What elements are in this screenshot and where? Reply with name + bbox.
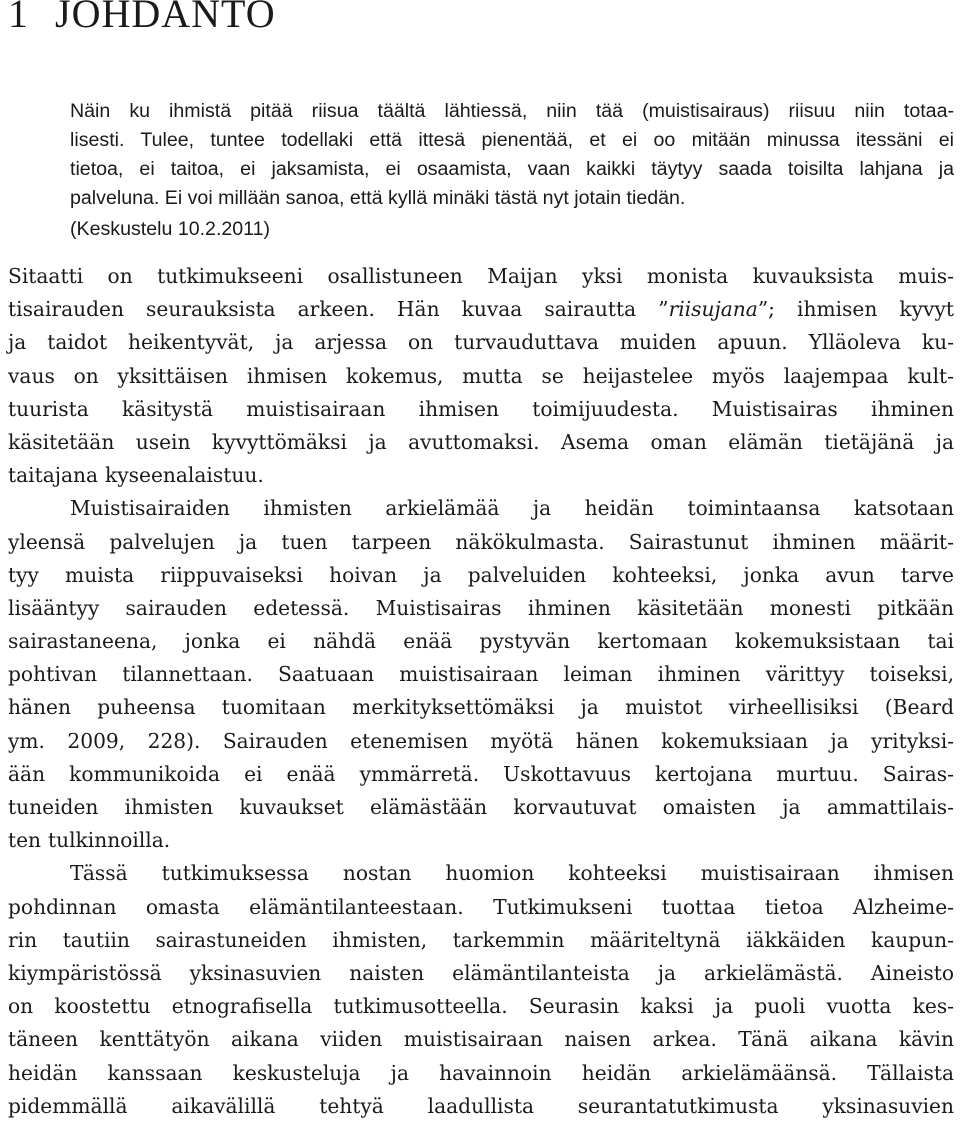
text-line: rin tautiin sairastuneiden ihmisten, tarkemmin määriteltynä iäkkäiden kaupun-	[8, 927, 954, 952]
text-line: tisairauden seurauksista arkeen. Hän kuvaa sairautta ”riisujana”; ihmisen kyvyt	[8, 297, 954, 322]
text-line: lisääntyy sairauden edetessä. Muistisairas ihminen käsitetään monesti pitkään	[8, 595, 954, 620]
paragraph-3	[8, 857, 954, 1123]
text-line: tuneiden ihmisten kuvaukset elämästään korvautuvat omaisten ja ammattilais-	[8, 795, 954, 819]
chapter-number: 1	[8, 0, 29, 36]
quote-line: Näin ku ihmistä pitää riisua täältä lähtiessä, niin tää (muistisairaus) riisuu niin totaa-	[70, 100, 954, 122]
paragraph-2	[8, 492, 954, 857]
text-line: ym. 2009, 228). Sairauden etenemisen myötä hänen kokemuksiaan ja yrityksi-	[8, 728, 954, 753]
text-line: hänen puheensa tuomitaan merkityksettömäksi ja muistot virheellisiksi (Beard	[8, 695, 954, 720]
text-line: käsitetään usein kyvyttömäksi ja avuttomaksi. Asema oman elämän tietäjänä ja	[8, 429, 954, 454]
text-line: tuurista käsitystä muistisairaan ihmisen toimijuudesta. Muistisairas ihminen	[8, 396, 954, 421]
text-line: Muistisairaiden ihmisten arkielämää ja heidän toimintaansa katsotaan	[70, 496, 954, 521]
quote-source: (Keskustelu 10.2.2011)	[70, 218, 271, 240]
quote-line: palveluna. Ei voi millään sanoa, että kyllä minäki tästä nyt jotain tiedän.	[70, 187, 686, 209]
text-line: pohdinnan omasta elämäntilanteestaan. Tutkimukseni tuottaa tietoa Alzheime-	[8, 894, 954, 919]
text-line: Tässä tutkimuksessa nostan huomion kohteeksi muistisairaan ihmisen	[70, 861, 954, 886]
text-line: pohtivan tilannettaan. Saatuaan muistisairaan leiman ihminen värittyy toiseksi,	[8, 662, 954, 687]
text-line: on koostettu etnografisella tutkimusotteella. Seurasin kaksi ja puoli vuotta kes-	[8, 994, 954, 1019]
paragraph-1	[8, 260, 954, 492]
text-line: vaus on yksittäisen ihmisen kokemus, mutta se heijastelee myös laajempaa kult-	[8, 363, 954, 388]
text-line: heidän kanssaan keskusteluja ja havainnoin heidän arkielämäänsä. Tällaista	[8, 1060, 954, 1085]
text-line: pidemmällä aikavälillä tehtyä laadullista seurantatutkimusta yksinasuvien	[8, 1093, 954, 1118]
chapter-title: JOHDANTO	[55, 0, 276, 36]
text-line: kiympäristössä yksinasuvien naisten elämäntilanteista ja arkielämästä. Aineisto	[8, 960, 954, 985]
text-line: ään kommunikoida ei enää ymmärretä. Uskottavuus kertojana murtuu. Sairas-	[8, 761, 954, 786]
text-line: ja taidot heikentyvät, ja arjessa on turvauduttava muiden apuun. Ylläoleva ku-	[8, 330, 954, 355]
text-line: Sitaatti on tutkimukseeni osallistuneen Maijan yksi monista kuvauksista muis-	[8, 264, 954, 288]
emphasized-term: riisujana	[668, 297, 758, 322]
chapter-heading	[8, 0, 276, 38]
body-text	[8, 260, 954, 1123]
text-line: yleensä palvelujen ja tuen tarpeen näkökulmasta. Sairastunut ihminen määrit-	[8, 529, 954, 554]
quote-line: lisesti. Tulee, tuntee todellaki että ittesä pienentää, et ei oo mitään minussa itessäni ei	[70, 129, 954, 151]
opening-quote	[70, 97, 954, 213]
text-line: täneen kenttätyön aikana viiden muistisairaan naisen arkea. Tänä aikana kävin	[8, 1027, 954, 1052]
text-line: taitajana kyseenalaistuu.	[8, 463, 264, 488]
text-line: tyy muista riippuvaiseksi hoivan ja palveluiden kohteeksi, jonka avun tarve	[8, 562, 954, 587]
text-line: sairastaneena, jonka ei nähdä enää pystyvän kertomaan kokemuksistaan tai	[8, 629, 954, 654]
text-line: ten tulkinnoilla.	[8, 828, 171, 853]
quote-line: tietoa, ei taitoa, ei jaksamista, ei osaamista, vaan kaikki täytyy saada toisilta lahjana ja	[70, 158, 954, 180]
